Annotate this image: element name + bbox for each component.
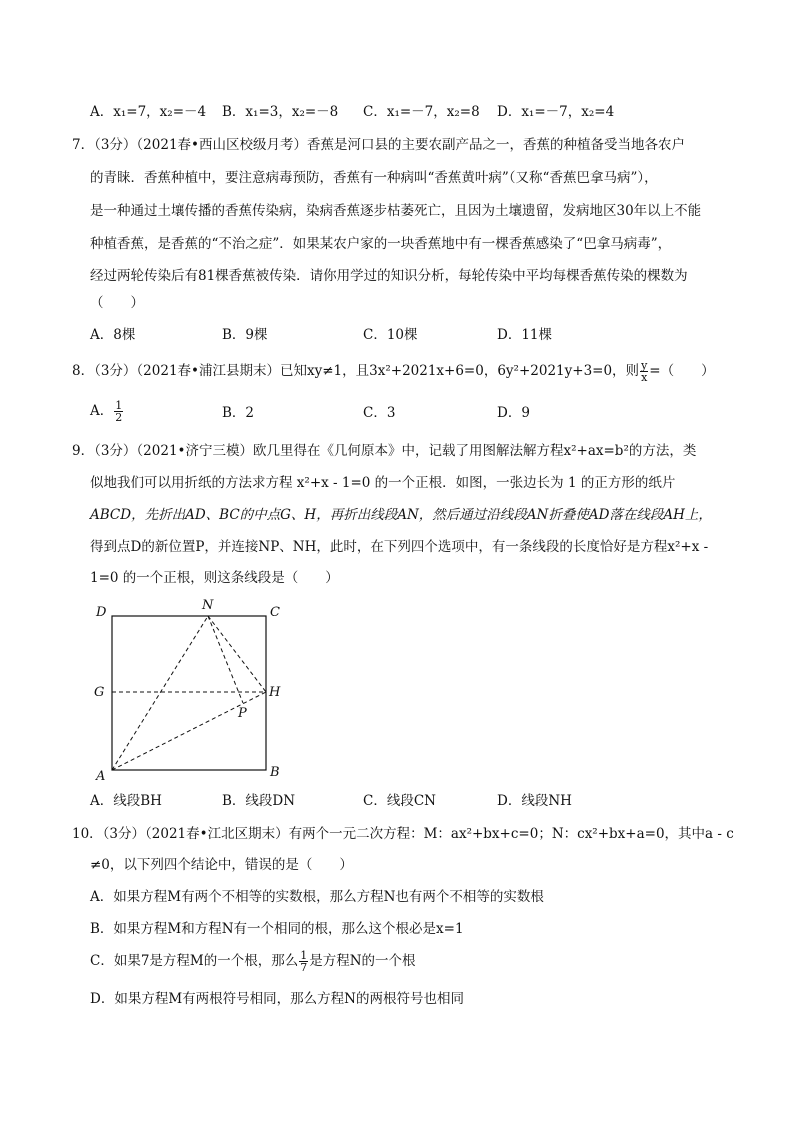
q8-option-a-fraction [114, 400, 123, 423]
q8-option-a [90, 400, 124, 423]
q7-option-a: A．8棵 [90, 327, 136, 343]
q7-stem-line: 经过两轮传染后有81棵香蕉被传染．请你用学过的知识分析，每轮传染中平均每棵香蕉传染的棵数为 [90, 268, 688, 284]
q7-answer-blank: （ ） [90, 295, 144, 311]
label-n: N [202, 598, 214, 613]
q7-stem-line: 种植香蕉，是香蕉的“不治之症”．如果某农户家的一块香蕉地中有一棵香蕉感染了“巴拿马病毒”， [90, 236, 672, 252]
q6-option-a: A．x₁=7，x₂=－4 [90, 104, 207, 120]
q8-option-c: C．3 [363, 405, 396, 421]
label-p: P [238, 706, 247, 721]
label-h: H [269, 685, 281, 700]
q8-stem-suffix: =（ ） [649, 363, 715, 379]
q10-option-c-prefix: C．如果7是方程M的一个根，那么 [90, 953, 299, 969]
q9-option-b: B．线段DN [222, 793, 296, 809]
segment-np [208, 616, 243, 703]
q10-stem-line: ≠0，以下列四个结论中，错误的是（ ） [90, 857, 353, 873]
q9-stem-line: 似地我们可以用折纸的方法求方程 x²+x - 1=0 的一个正根．如图，一张边长为 1 的正方形的纸片 [90, 475, 676, 491]
q9-option-d: D．线段NH [497, 793, 572, 809]
q9-stem-line: ABCD，先折出AD、BC的中点G、H，再折出线段AN，然后通过沿线段AN折叠使AD落在线段AH上， [90, 507, 712, 523]
q7-stem-line: 的青睐．香蕉种植中，要注意病毒预防，香蕉有一种病叫“香蕉黄叶病”（又称“香蕉巴拿马病”）， [90, 170, 658, 186]
segment-an [112, 616, 208, 770]
q8-stem-prefix: 8．（3分）（2021春•浦江县期末）已知xy≠1，且3x²+2021x+6=0，6y²+2021y+3=0，则 [72, 363, 640, 379]
q8-option-d: D．9 [497, 405, 530, 421]
q10-option-c-suffix: 是方程N的一个根 [309, 953, 416, 969]
q8-option-a-den: 2 [115, 411, 123, 424]
q6-option-b: B．x₁=3，x₂=－8 [222, 104, 339, 120]
q10-option-c [90, 950, 416, 973]
q7-option-c: C．10棵 [363, 327, 418, 343]
q8-fraction [640, 360, 648, 383]
q8-frac-num: y [641, 359, 648, 372]
label-a: A [96, 769, 106, 784]
label-d: D [96, 605, 107, 620]
q8-stem [72, 360, 715, 383]
q7-stem-line: 7．（3分）（2021春•西山区校级月考）香蕉是河口县的主要农副产品之一，香蕉的种植备受当地各农户 [72, 137, 685, 153]
q10-option-b: B．如果方程M和方程N有一个相同的根，那么这个根必是x=1 [90, 921, 464, 937]
segment-ah [112, 692, 266, 770]
label-g: G [94, 685, 105, 700]
segment-nh [208, 616, 266, 692]
q8-option-a-num: 1 [115, 399, 123, 412]
q7-stem-line: 是一种通过土壤传播的香蕉传染病，染病香蕉逐步枯萎死亡，且因为土壤遗留，发病地区30年以上不能 [90, 203, 702, 219]
q8-option-a-label: A． [90, 403, 114, 419]
label-c: C [270, 605, 280, 620]
q6-option-d: D．x₁=－7，x₂=4 [497, 104, 615, 120]
q10-option-c-den: 7 [300, 961, 308, 974]
q8-option-b: B．2 [222, 405, 255, 421]
q7-option-b: B．9棵 [222, 327, 268, 343]
q9-stem-line: 得到点D的新位置P，并连接NP、NH，此时，在下列四个选项中，有一条线段的长度恰好是方程x²+x - [90, 539, 709, 555]
q10-stem-line: 10．（3分）（2021春•江北区期末）有两个一元二次方程：M：ax²+bx+c=0；N：cx²+bx+a=0，其中a - c [72, 826, 734, 842]
q9-figure [88, 596, 298, 786]
square-abcd [112, 616, 266, 770]
label-b: B [270, 765, 280, 780]
q9-stem-line: 9．（3分）（2021•济宁三模）欧几里得在《几何原本》中，记载了用图解法解方程x²+ax=b²的方法，类 [72, 443, 697, 459]
q9-option-a: A．线段BH [90, 793, 162, 809]
q10-option-c-fraction [299, 950, 308, 973]
q10-option-c-num: 1 [300, 949, 308, 962]
q7-option-d: D．11棵 [497, 327, 553, 343]
q9-stem-line: 1=0 的一个正根，则这条线段是（ ） [90, 570, 339, 586]
q9-option-c: C．线段CN [363, 793, 436, 809]
q10-option-d: D．如果方程M有两根符号相同，那么方程N的两根符号也相同 [90, 991, 464, 1007]
q8-frac-den: x [641, 371, 648, 384]
q6-option-c: C．x₁=－7，x₂=8 [363, 104, 480, 120]
q10-option-a: A．如果方程M有两个不相等的实数根，那么方程N也有两个不相等的实数根 [90, 889, 544, 905]
